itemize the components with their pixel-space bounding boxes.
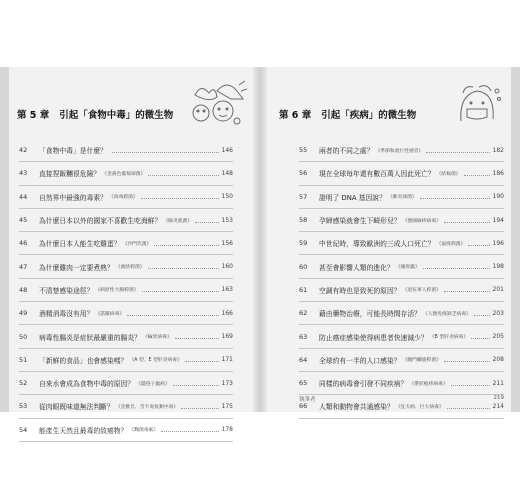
entry-subject: 《人類免疫缺乏病毒》 xyxy=(422,311,471,317)
toc-entry xyxy=(19,419,233,442)
entry-subject: 《肉毒桿菌》 xyxy=(108,195,138,201)
toc-entry xyxy=(299,186,504,209)
entry-question: 「食物中毒」是什麼？ xyxy=(39,147,107,156)
right-page xyxy=(267,67,511,412)
entry-number: 65 xyxy=(299,379,308,388)
entry-page-number: 153 xyxy=(221,216,233,224)
entry-page-number: 160 xyxy=(221,263,233,271)
entry-subject: 《瘧原蟲》 xyxy=(395,265,420,271)
entry-question: 防止癌症感染使得病患者快速減少？ xyxy=(319,333,428,342)
entry-subject: 《諾羅病毒》 xyxy=(95,311,125,317)
entry-question: 藉由藥物治療，可能長時間存活？ xyxy=(319,310,421,319)
toc-entry xyxy=(19,372,233,395)
entry-page-number: 214 xyxy=(492,402,504,410)
toc-entry xyxy=(19,232,233,255)
entry-subject: 《B 型肝炎病毒》 xyxy=(429,335,469,341)
entry-number: 63 xyxy=(299,332,308,341)
leader-dots xyxy=(420,198,490,199)
entry-number: 64 xyxy=(299,355,308,364)
entry-subject: 《病原性大腸桿菌》 xyxy=(95,288,139,294)
entry-subject: 《輪狀病毒》 xyxy=(142,335,172,341)
chapter-heading xyxy=(17,107,173,121)
entry-subject: 《帶狀疱疹病毒》 xyxy=(409,381,448,387)
entry-page-number: 186 xyxy=(492,169,504,177)
entry-page-number: 169 xyxy=(221,333,233,341)
toc-list-chapter-6 xyxy=(299,139,504,419)
leader-dots xyxy=(474,315,490,316)
entry-question: 空調有時也是致死的原因？ xyxy=(319,286,401,295)
entry-question: 自來水會成為食物中毒的原因？ xyxy=(39,380,135,389)
leader-dots xyxy=(195,222,218,223)
toc-entry xyxy=(19,302,233,325)
entry-page-number: 148 xyxy=(221,169,233,177)
toc-entry xyxy=(19,349,233,372)
entry-subject: 《克雅氏．雪卡毒魚類中毒》 xyxy=(115,404,179,410)
entry-page-number: 166 xyxy=(221,309,233,317)
entry-subject: 《A 型、E 型肝炎病毒》 xyxy=(129,358,182,364)
entry-question: 為什麼日本以外的國家不喜歡生吃海鮮？ xyxy=(39,217,162,226)
toc-entry xyxy=(19,255,233,278)
leader-dots xyxy=(185,361,219,362)
leader-dots xyxy=(154,245,218,246)
toc-entry xyxy=(299,372,504,395)
entry-question: 從肉眼既味道無法判斷？ xyxy=(39,403,114,412)
entry-number: 51 xyxy=(19,355,28,364)
chapter-number: 第 6 章 xyxy=(279,110,312,121)
leader-dots xyxy=(112,152,219,153)
leader-dots xyxy=(444,291,490,292)
entry-subject: 《沙門氏菌》 xyxy=(122,241,152,247)
footer-page: 219 xyxy=(493,395,504,401)
entry-number: 55 xyxy=(299,146,308,155)
entry-page-number: 173 xyxy=(221,379,233,387)
entry-page-number: 163 xyxy=(221,286,233,294)
entry-number: 43 xyxy=(19,169,28,178)
entry-question: 孕婦感染就會生下畸形兒？ xyxy=(319,217,401,226)
entry-number: 48 xyxy=(19,285,28,294)
leader-dots xyxy=(423,268,490,269)
leader-dots xyxy=(464,175,490,176)
entry-number: 44 xyxy=(19,192,28,201)
entry-page-number: 150 xyxy=(221,193,233,201)
toc-entry xyxy=(19,139,233,162)
leader-dots xyxy=(444,222,490,223)
entry-subject: 《結核菌》 xyxy=(436,171,461,177)
entry-number: 56 xyxy=(299,169,308,178)
toc-entry xyxy=(299,349,504,372)
entry-number: 58 xyxy=(299,216,308,225)
leader-dots xyxy=(148,268,219,269)
entry-question: 酒精消毒沒有用？ xyxy=(39,310,94,319)
chapter-heading xyxy=(279,107,416,121)
toc-entry xyxy=(299,325,504,348)
entry-page-number: 156 xyxy=(221,239,233,247)
entry-number: 46 xyxy=(19,239,28,248)
leader-dots xyxy=(141,198,219,199)
chapter-number: 第 5 章 xyxy=(17,110,50,121)
leader-dots xyxy=(426,152,489,153)
entry-question: 同樣的病毒會引發不同疾病？ xyxy=(319,380,408,389)
entry-page-number: 178 xyxy=(221,426,233,434)
entry-number: 57 xyxy=(299,192,308,201)
leader-dots xyxy=(471,338,489,339)
entry-number: 54 xyxy=(19,425,28,434)
entry-question: 兩者的不同之處？ xyxy=(319,147,374,156)
leader-dots xyxy=(142,291,219,292)
entry-number: 42 xyxy=(19,146,28,155)
entry-number: 61 xyxy=(299,285,308,294)
toc-entry xyxy=(19,325,233,348)
entry-number: 45 xyxy=(19,216,28,225)
entry-page-number: 146 xyxy=(221,146,233,154)
leader-dots xyxy=(161,431,218,432)
leader-dots xyxy=(181,408,218,409)
entry-number: 59 xyxy=(299,239,308,248)
entry-subject: 《麴菌毒素》 xyxy=(129,428,159,434)
entry-page-number: 211 xyxy=(492,379,504,387)
entry-number: 66 xyxy=(299,402,308,411)
leader-dots xyxy=(175,338,219,339)
entry-question: 甚至會影響人類的進化？ xyxy=(319,263,394,272)
entry-question: 現在全球每年還有數百萬人因此死亡？ xyxy=(319,170,435,179)
entry-subject: 《腸炎弧菌》 xyxy=(163,218,193,224)
entry-question: 為什麼日本人能生吃雞蛋？ xyxy=(39,240,121,249)
entry-page-number: 171 xyxy=(221,356,233,364)
entry-subject: 《退伍軍人桿菌》 xyxy=(402,288,441,294)
toc-footer xyxy=(299,395,504,403)
toc-entry xyxy=(299,139,504,162)
entry-subject: 《肺炎球菌》 xyxy=(387,195,417,201)
entry-question: 中世紀時，導致歐洲約三成人口死亡？ xyxy=(319,240,435,249)
chapter-title: 引起「食物中毒」的微生物 xyxy=(59,110,174,121)
entry-number: 49 xyxy=(19,309,28,318)
entry-number: 47 xyxy=(19,262,28,271)
entry-page-number: 190 xyxy=(492,193,504,201)
toc-entry xyxy=(299,162,504,185)
toc-entry xyxy=(299,209,504,232)
entry-page-number: 196 xyxy=(492,239,504,247)
entry-subject: 《狂犬病．巨大病毒》 xyxy=(395,404,444,410)
entry-page-number: 198 xyxy=(492,263,504,271)
entry-page-number: 208 xyxy=(492,356,504,364)
leader-dots xyxy=(451,385,490,386)
sick-person-doodle-icon xyxy=(453,81,503,131)
entry-page-number: 201 xyxy=(492,286,504,294)
entry-page-number: 205 xyxy=(492,333,504,341)
entry-question: 人類和動物會共通感染？ xyxy=(319,403,394,412)
entry-page-number: 203 xyxy=(492,309,504,317)
toc-entry xyxy=(299,302,504,325)
toc-entry xyxy=(19,186,233,209)
entry-number: 62 xyxy=(299,309,308,318)
entry-subject: 《幽門螺旋桿菌》 xyxy=(402,358,441,364)
entry-subject: 《德國麻疹病毒》 xyxy=(402,218,441,224)
entry-number: 60 xyxy=(299,262,308,271)
entry-question: 不清楚感染途徑？ xyxy=(39,286,94,295)
entry-subject: 《隱孢子蟲病》 xyxy=(136,381,170,387)
book-spread xyxy=(0,67,520,435)
entry-question: 能產生天然且最毒的致癌物？ xyxy=(39,426,128,435)
entry-page-number: 175 xyxy=(221,402,233,410)
toc-list-chapter-5 xyxy=(19,139,233,442)
entry-subject: 《金黃色葡萄球菌》 xyxy=(102,171,146,177)
entry-question: 「新鮮的食品」也會感染嗎？ xyxy=(39,356,128,365)
entry-question: 為什麼雞肉一定要煮熟？ xyxy=(39,263,114,272)
entry-question: 直接捏飯糰很危險？ xyxy=(39,170,101,179)
toc-entry xyxy=(19,209,233,232)
chapter-title: 引起「疾病」的微生物 xyxy=(321,110,417,121)
entry-question: 證明了 DNA 基因說？ xyxy=(319,193,386,202)
entry-number: 53 xyxy=(19,402,28,411)
entry-subject: 《鼠疫桿菌》 xyxy=(436,241,466,247)
toc-entry xyxy=(299,232,504,255)
footer-label: 執筆者 xyxy=(299,397,316,403)
leader-dots xyxy=(444,361,490,362)
entry-question: 自然界中最強的毒素？ xyxy=(39,193,107,202)
toc-entry xyxy=(19,162,233,185)
book-gutter xyxy=(253,67,267,412)
entry-page-number: 182 xyxy=(492,146,504,154)
toc-entry xyxy=(19,395,233,418)
entry-subject: 《曲狀桿菌》 xyxy=(115,265,145,271)
leader-dots xyxy=(148,175,218,176)
entry-number: 52 xyxy=(19,379,28,388)
toc-entry xyxy=(299,255,504,278)
entry-number: 50 xyxy=(19,332,28,341)
leader-dots xyxy=(127,315,218,316)
entry-question: 全球約有一半的人口感染？ xyxy=(319,356,401,365)
leader-dots xyxy=(173,385,219,386)
entry-question: 病毒性腸炎是症狀最嚴重的腸炎？ xyxy=(39,333,141,342)
toc-entry xyxy=(299,279,504,302)
entry-page-number: 194 xyxy=(492,216,504,224)
leader-dots xyxy=(447,408,490,409)
toc-entry xyxy=(19,279,233,302)
leader-dots xyxy=(468,245,489,246)
microbe-doodle-icon xyxy=(187,77,249,132)
entry-subject: 《季節和流行性感冒》 xyxy=(375,148,424,154)
left-page xyxy=(9,67,253,435)
